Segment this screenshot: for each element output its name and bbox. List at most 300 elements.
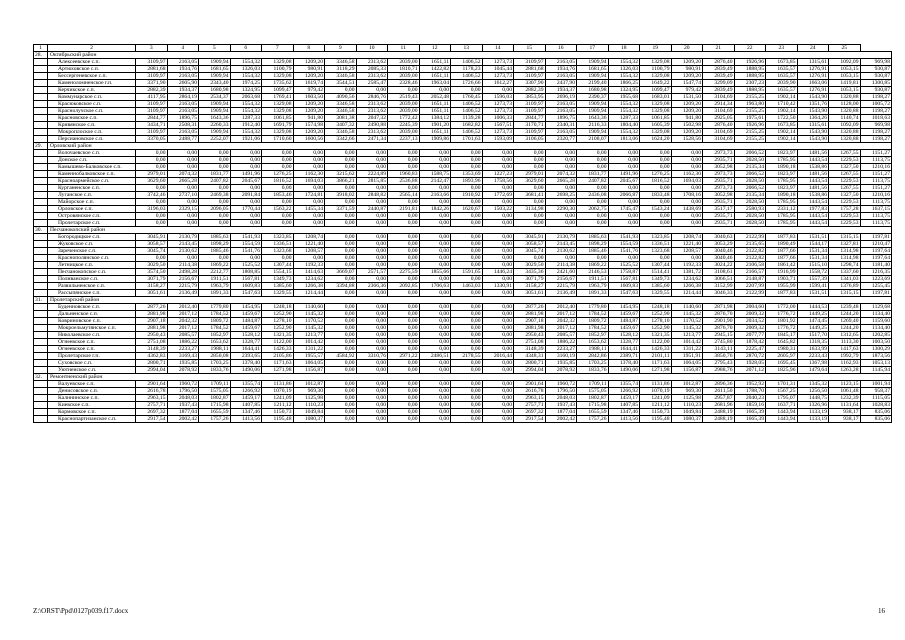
tariff-value: 1810,71 xyxy=(388,66,420,73)
tariff-value: 2237,13 xyxy=(388,136,420,143)
table-row xyxy=(34,241,892,248)
tariff-value: 1952,92 xyxy=(734,381,766,388)
tariff-value: 1651,11 xyxy=(419,59,451,66)
tariff-value: 1061,85 xyxy=(640,115,672,122)
tariff-value: 2048,03 xyxy=(167,395,199,402)
tariff-value: 3158,27 xyxy=(136,283,168,290)
tariff-value: 3024,22 xyxy=(703,262,735,269)
tariff-value: 2066,87 xyxy=(608,192,640,199)
tariff-value: 0,00 xyxy=(388,276,420,283)
tariff-value: 1901,20 xyxy=(419,122,451,129)
tariff-value: 1198,27 xyxy=(860,108,892,115)
tariff-value: 1216,35 xyxy=(860,269,892,276)
tariff-value: 2390,37 xyxy=(577,94,609,101)
tariff-value: 1406,52 xyxy=(451,129,483,136)
tariff-value: 1140,74 xyxy=(829,115,861,122)
tariff-value: 2844,77 xyxy=(136,115,168,122)
tariff-value: 1912,40 xyxy=(230,122,262,129)
tariff-value: 1001,94 xyxy=(860,381,892,388)
tariff-value: 3109,97 xyxy=(136,101,168,108)
tariff-value: 1726,66 xyxy=(451,80,483,87)
table-row xyxy=(34,192,892,199)
tariff-value: 3109,97 xyxy=(514,73,546,80)
tariff-value: 2212,77 xyxy=(199,269,231,276)
tariff-value: 1320,88 xyxy=(829,94,861,101)
tariff-value: 0,00 xyxy=(419,213,451,220)
tariff-value: 1643,36 xyxy=(199,115,231,122)
row-number-cell xyxy=(34,262,48,269)
tariff-value: 1960,72 xyxy=(545,381,577,388)
tariff-value: 0,00 xyxy=(388,367,420,374)
tariff-value: 1934,37 xyxy=(167,87,199,94)
tariff-value: 0,00 xyxy=(262,255,294,262)
tariff-value: 1080,37 xyxy=(293,416,325,423)
tariff-value: 1567,81 xyxy=(608,276,640,283)
tariff-value: 0,00 xyxy=(482,304,514,311)
row-number-cell xyxy=(34,115,48,122)
tariff-value: 1300,85 xyxy=(860,80,892,87)
tariff-value: 1210,16 xyxy=(860,192,892,199)
tariff-value: 1012,87 xyxy=(293,381,325,388)
tariff-value: 1760,45 xyxy=(451,94,483,101)
tariff-value: 0,00 xyxy=(356,339,388,346)
tariff-value: 1735,62 xyxy=(262,80,294,87)
tariff-value: 2163,05 xyxy=(167,129,199,136)
tariff-value: 1443,94 xyxy=(766,409,798,416)
tariff-value: 1937,43 xyxy=(545,402,577,409)
tariff-value: 3081,38 xyxy=(325,115,357,122)
tariff-value: 2004,60 xyxy=(734,304,766,311)
tariff-value: 0,00 xyxy=(388,255,420,262)
tariff-value: 2437,90 xyxy=(545,80,577,87)
tariff-value: 0,00 xyxy=(451,199,483,206)
table-row xyxy=(34,136,892,143)
tariff-value: 1784,52 xyxy=(577,311,609,318)
tariff-value: 1113,75 xyxy=(860,213,892,220)
tariff-value: 0,00 xyxy=(199,157,231,164)
tariff-value: 1070,19 xyxy=(640,388,672,395)
tariff-value: 2751,08 xyxy=(514,339,546,346)
table-row xyxy=(34,262,892,269)
tariff-value: 1115,05 xyxy=(860,395,892,402)
tariff-value: 1909,86 xyxy=(419,136,451,143)
tariff-value: 2896,36 xyxy=(703,381,735,388)
tariff-value: 0,00 xyxy=(356,402,388,409)
tariff-value: 2114,38 xyxy=(545,262,577,269)
tariff-value: 1170,52 xyxy=(671,318,703,325)
tariff-value: 1831,77 xyxy=(577,171,609,178)
settlement-name: Калининское с.п. xyxy=(48,395,136,402)
tariff-value: 1528,56 xyxy=(671,136,703,143)
tariff-value: 1869,22 xyxy=(199,262,231,269)
tariff-value: 3109,97 xyxy=(136,73,168,80)
tariff-value: 1541,76 xyxy=(608,248,640,255)
tariff-value: 2882,39 xyxy=(514,87,546,94)
tariff-value: 1459,17 xyxy=(230,395,262,402)
tariff-value: 0,00 xyxy=(451,255,483,262)
tariff-value: 1005,72 xyxy=(860,101,892,108)
settlement-name: Денисовское с.п. xyxy=(48,388,136,395)
table-row xyxy=(34,402,892,409)
tariff-value: 2042,32 xyxy=(167,318,199,325)
tariff-value: 1459,67 xyxy=(230,311,262,318)
tariff-value: 1484,87 xyxy=(608,318,640,325)
tariff-value: 1329,08 xyxy=(640,108,672,115)
tariff-value: 1385,60 xyxy=(640,283,672,290)
tariff-value: 1538,86 xyxy=(797,192,829,199)
tariff-value: 1197,64 xyxy=(860,255,892,262)
tariff-value: 0,00 xyxy=(451,402,483,409)
tariff-value: 0,00 xyxy=(640,199,672,206)
settlement-name: Кривянское с.п. xyxy=(48,122,136,129)
tariff-value: 1307,44 xyxy=(640,262,672,269)
tariff-value: 1223,69 xyxy=(860,276,892,283)
tariff-value: 3346,58 xyxy=(325,73,357,80)
tariff-value: 1681,65 xyxy=(199,66,231,73)
table-row xyxy=(34,87,892,94)
tariff-value: 0,00 xyxy=(388,395,420,402)
tariff-value: 0,00 xyxy=(671,199,703,206)
footer-page-number: 16 xyxy=(878,607,885,615)
tariff-value: 0,00 xyxy=(419,381,451,388)
tariff-value: 0,00 xyxy=(482,346,514,353)
tariff-value: 1049,84 xyxy=(671,409,703,416)
tariff-value: 1140,60 xyxy=(293,304,325,311)
tariff-value: 0,00 xyxy=(136,185,168,192)
tariff-value: 1407,85 xyxy=(608,402,640,409)
tariff-value: 2009,32 xyxy=(734,311,766,318)
tariff-value: 0,00 xyxy=(451,241,483,248)
tariff-value: 1722,50 xyxy=(766,115,798,122)
tariff-value: 1796,50 xyxy=(545,388,577,395)
tariff-value: 969,30 xyxy=(293,388,325,395)
tariff-value: 1558,72 xyxy=(797,269,829,276)
tariff-value: 1988,11 xyxy=(577,346,609,353)
tariff-value: 1125,98 xyxy=(671,395,703,402)
tariff-value: 0,00 xyxy=(356,395,388,402)
tariff-value: 1314,98 xyxy=(829,255,861,262)
tariff-value: 1110,23 xyxy=(293,402,325,409)
tariff-value: 2085,57 xyxy=(545,332,577,339)
tariff-value: 0,00 xyxy=(482,164,514,171)
tariff-value: 3118,29 xyxy=(325,66,357,73)
tariff-value: 1591,65 xyxy=(451,269,483,276)
tariff-value: 2973,73 xyxy=(703,150,735,157)
settlement-name: Бессергеневское с.п. xyxy=(48,73,136,80)
tariff-value: 1287,33 xyxy=(230,115,262,122)
tariff-value: 1776,72 xyxy=(766,311,798,318)
tariff-value: 3434,71 xyxy=(136,122,168,129)
tariff-value: 1935,85 xyxy=(167,360,199,367)
tariff-value: 2696,19 xyxy=(545,94,577,101)
tariff-value: 1198,27 xyxy=(860,94,892,101)
tariff-value: 2148,87 xyxy=(734,276,766,283)
row-number-cell xyxy=(34,402,48,409)
tariff-value: 2605,97 xyxy=(766,353,798,360)
tariff-value: 1376,89 xyxy=(829,283,861,290)
tariff-value: 1318,35 xyxy=(797,339,829,346)
tariff-value: 1255,45 xyxy=(860,283,892,290)
header-row xyxy=(34,45,892,52)
tariff-value: 0,00 xyxy=(262,164,294,171)
settlement-name: Жуковское с.п. xyxy=(48,241,136,248)
column-number-header: 9 xyxy=(325,45,357,52)
tariff-value: 1162,93 xyxy=(829,360,861,367)
tariff-value: 1202,85 xyxy=(860,332,892,339)
tariff-value: 1525,52 xyxy=(230,262,262,269)
tariff-value: 1554,32 xyxy=(608,101,640,108)
settlement-name: Краснополянское с.п. xyxy=(48,255,136,262)
tariff-value: 2881,98 xyxy=(514,325,546,332)
tariff-value: 0,00 xyxy=(356,318,388,325)
tariff-value: 2146,53 xyxy=(577,269,609,276)
tariff-value: 2252,07 xyxy=(199,136,231,143)
tariff-value: 0,00 xyxy=(388,402,420,409)
tariff-value: 1644,41 xyxy=(608,346,640,353)
tariff-value: 0,00 xyxy=(671,185,703,192)
tariff-value: 1963,80 xyxy=(734,101,766,108)
tariff-value: 0,00 xyxy=(451,150,483,157)
settlement-name: Краснолучское с.п. xyxy=(48,108,136,115)
tariff-value: 1554,32 xyxy=(230,73,262,80)
tariff-value: 1314,98 xyxy=(829,248,861,255)
tariff-value: 3045,91 xyxy=(514,234,546,241)
tariff-value: 2565,14 xyxy=(388,192,420,199)
tariff-value: 2935,71 xyxy=(703,220,735,227)
tariff-value: 1911,51 xyxy=(199,276,231,283)
tariff-value: 1911,51 xyxy=(577,276,609,283)
tariff-value: 0,00 xyxy=(640,150,672,157)
tariff-value: 0,00 xyxy=(230,164,262,171)
table-row xyxy=(34,304,892,311)
row-number-cell xyxy=(34,367,48,374)
tariff-value: 3045,74 xyxy=(136,248,168,255)
tariff-value: 2290,30 xyxy=(545,206,577,213)
tariff-value: 1455,34 xyxy=(293,206,325,213)
tariff-value: 0,00 xyxy=(388,87,420,94)
tariff-value: 2488,19 xyxy=(703,409,735,416)
district-section-row xyxy=(34,143,892,150)
tariff-value: 1861,42 xyxy=(766,262,798,269)
tariff-value: 1635,57 xyxy=(766,87,798,94)
tariff-value: 1209,20 xyxy=(293,108,325,115)
tariff-value: 2163,66 xyxy=(419,192,451,199)
tariff-value: 0,00 xyxy=(451,185,483,192)
tariff-value: 0,00 xyxy=(419,262,451,269)
tariff-value: 0,00 xyxy=(356,367,388,374)
tariff-value: 1181,40 xyxy=(860,262,892,269)
tariff-value: 3629,60 xyxy=(514,178,546,185)
tariff-value: 0,00 xyxy=(388,248,420,255)
tariff-value: 2839,49 xyxy=(703,73,735,80)
tariff-value: 1347,46 xyxy=(230,409,262,416)
tariff-value: 1633,99 xyxy=(797,346,829,353)
tariff-value: 1329,55 xyxy=(262,290,294,297)
tariff-value: 2163,05 xyxy=(545,129,577,136)
tariff-value: 0,00 xyxy=(388,213,420,220)
tariff-value: 2136,49 xyxy=(167,290,199,297)
tariff-value: 2917,54 xyxy=(514,416,546,423)
tariff-value: 0,00 xyxy=(671,213,703,220)
tariff-value: 0,00 xyxy=(419,388,451,395)
tariff-value: 3346,58 xyxy=(325,59,357,66)
tariff-value: 1271,98 xyxy=(640,367,672,374)
tariff-value: 1785,95 xyxy=(766,220,798,227)
tariff-value: 1422,82 xyxy=(419,66,451,73)
tariff-value: 1443,94 xyxy=(766,416,798,423)
tariff-value: 1531,34 xyxy=(797,255,829,262)
row-number-cell xyxy=(34,171,48,178)
tariff-value: 1329,55 xyxy=(640,290,672,297)
tariff-value: 1960,72 xyxy=(167,381,199,388)
tariff-value: 0,00 xyxy=(356,234,388,241)
tariff-value: 1481,56 xyxy=(797,150,829,157)
tariff-value: 1018,63 xyxy=(860,115,892,122)
tariff-value: 0,00 xyxy=(356,416,388,423)
tariff-value: 1459,67 xyxy=(608,311,640,318)
tariff-value: 2096,05 xyxy=(199,206,231,213)
tariff-value: 1891,33 xyxy=(199,290,231,297)
tariff-value: 1823,97 xyxy=(766,150,798,157)
tariff-value: 1891,33 xyxy=(577,290,609,297)
tariff-value: 1709,11 xyxy=(199,381,231,388)
tariff-value: 2163,05 xyxy=(167,59,199,66)
column-number-header: 11 xyxy=(388,45,420,52)
tariff-value: 2143,45 xyxy=(545,241,577,248)
tariff-value: 1323,68 xyxy=(640,248,672,255)
tariff-value: 1651,11 xyxy=(419,129,451,136)
tariff-value: 2028,50 xyxy=(734,157,766,164)
settlement-name: Пролетарское г.п. xyxy=(48,353,136,360)
tariff-value: 0,00 xyxy=(356,262,388,269)
tariff-value: 930,87 xyxy=(860,66,892,73)
tariff-value: 0,00 xyxy=(388,346,420,353)
tariff-value: 0,00 xyxy=(325,416,357,423)
tariff-value: 3394,88 xyxy=(325,283,357,290)
row-number-cell xyxy=(34,353,48,360)
tariff-value: 1208,57 xyxy=(293,248,325,255)
tariff-value: 3148,39 xyxy=(136,346,168,353)
tariff-value: 1156,87 xyxy=(671,367,703,374)
tariff-value: 2882,39 xyxy=(136,87,168,94)
tariff-value: 1323,85 xyxy=(640,234,672,241)
tariff-value: 3040,46 xyxy=(703,255,735,262)
column-number-header: 20 xyxy=(671,45,703,52)
tariff-value: 0,00 xyxy=(451,311,483,318)
table-row xyxy=(34,325,892,332)
row-number-cell xyxy=(34,276,48,283)
tariff-value: 2850,08 xyxy=(199,353,231,360)
table-row xyxy=(34,171,892,178)
tariff-value: 2320,77 xyxy=(545,136,577,143)
tariff-value: 4348,31 xyxy=(514,353,546,360)
tariff-value: 1232,39 xyxy=(829,395,861,402)
tariff-value: 1909,94 xyxy=(577,73,609,80)
tariff-value: 3109,97 xyxy=(136,129,168,136)
tariff-value: 2340,31 xyxy=(545,122,577,129)
tariff-value: 1252,90 xyxy=(262,311,294,318)
tariff-value: 941,80 xyxy=(671,115,703,122)
tariff-value: 2066,52 xyxy=(734,171,766,178)
tariff-value: 1816,52 xyxy=(640,178,672,185)
tariff-value: 2751,08 xyxy=(136,339,168,346)
tariff-value: 0,00 xyxy=(388,416,420,423)
tariff-value: 1208,57 xyxy=(671,248,703,255)
tariff-value: 1903,71 xyxy=(766,276,798,283)
tariff-value: 2994,04 xyxy=(514,367,546,374)
tariff-value: 0,00 xyxy=(356,409,388,416)
row-number-cell xyxy=(34,220,48,227)
row-number-cell xyxy=(34,108,48,115)
tariff-value: 1070,19 xyxy=(262,388,294,395)
tariff-value: 1624,20 xyxy=(640,136,672,143)
tariff-value: 0,00 xyxy=(230,213,262,220)
tariff-value: 2155,25 xyxy=(734,94,766,101)
tariff-value: 0,00 xyxy=(388,388,420,395)
tariff-value: 1092,09 xyxy=(829,59,861,66)
settlement-name: Кормовское с.п. xyxy=(48,409,136,416)
tariff-value: 1278,10 xyxy=(262,318,294,325)
row-number-cell xyxy=(34,332,48,339)
tariff-value: 3058,57 xyxy=(514,241,546,248)
tariff-value: 3346,58 xyxy=(325,129,357,136)
tariff-value: 1909,94 xyxy=(199,129,231,136)
tariff-value: 2122,99 xyxy=(734,234,766,241)
tariff-value: 1916,99 xyxy=(766,269,798,276)
tariff-value: 1276,91 xyxy=(797,66,829,73)
settlement-name: Майорское с.п. xyxy=(48,199,136,206)
tariff-value: 0,00 xyxy=(451,276,483,283)
table-row xyxy=(34,290,892,297)
tariff-value: 0,00 xyxy=(325,164,357,171)
tariff-value: 0,00 xyxy=(419,87,451,94)
tariff-value: 1099,47 xyxy=(640,87,672,94)
table-row xyxy=(34,318,892,325)
tariff-value: 1593,09 xyxy=(482,136,514,143)
tariff-value: 1125,98 xyxy=(293,395,325,402)
tariff-value: 1784,52 xyxy=(199,325,231,332)
tariff-value: 1267,55 xyxy=(829,150,861,157)
tariff-value: 2108,07 xyxy=(577,136,609,143)
tariff-value: 1681,65 xyxy=(577,66,609,73)
tariff-value: 2130,79 xyxy=(167,234,199,241)
tariff-value: 0,00 xyxy=(640,185,672,192)
tariff-value: 0,00 xyxy=(482,220,514,227)
tariff-value: 2935,71 xyxy=(703,178,735,185)
tariff-value: 2313,62 xyxy=(356,59,388,66)
tariff-value: 1547,74 xyxy=(671,80,703,87)
tariff-value: 1745,47 xyxy=(608,206,640,213)
tariff-value: 1459,67 xyxy=(608,325,640,332)
tariff-value: 1064,05 xyxy=(293,360,325,367)
tariff-value: 0,00 xyxy=(167,157,199,164)
tariff-value: 1320,88 xyxy=(829,136,861,143)
tariff-value: 2935,71 xyxy=(703,199,735,206)
tariff-value: 0,00 xyxy=(419,255,451,262)
tariff-value: 1113,75 xyxy=(860,220,892,227)
tariff-value: 2979,01 xyxy=(514,171,546,178)
tariff-value: 1474,45 xyxy=(797,318,829,325)
tariff-value: 1772,00 xyxy=(766,304,798,311)
tariff-value: 2389,71 xyxy=(608,353,640,360)
tariff-value: 2002,42 xyxy=(545,416,577,423)
tariff-value: 2979,01 xyxy=(136,171,168,178)
tariff-value: 0,00 xyxy=(356,164,388,171)
tariff-value: 0,00 xyxy=(514,220,546,227)
row-number-cell xyxy=(34,346,48,353)
tariff-value: 1140,60 xyxy=(671,304,703,311)
tariff-value: 2616,78 xyxy=(514,388,546,395)
